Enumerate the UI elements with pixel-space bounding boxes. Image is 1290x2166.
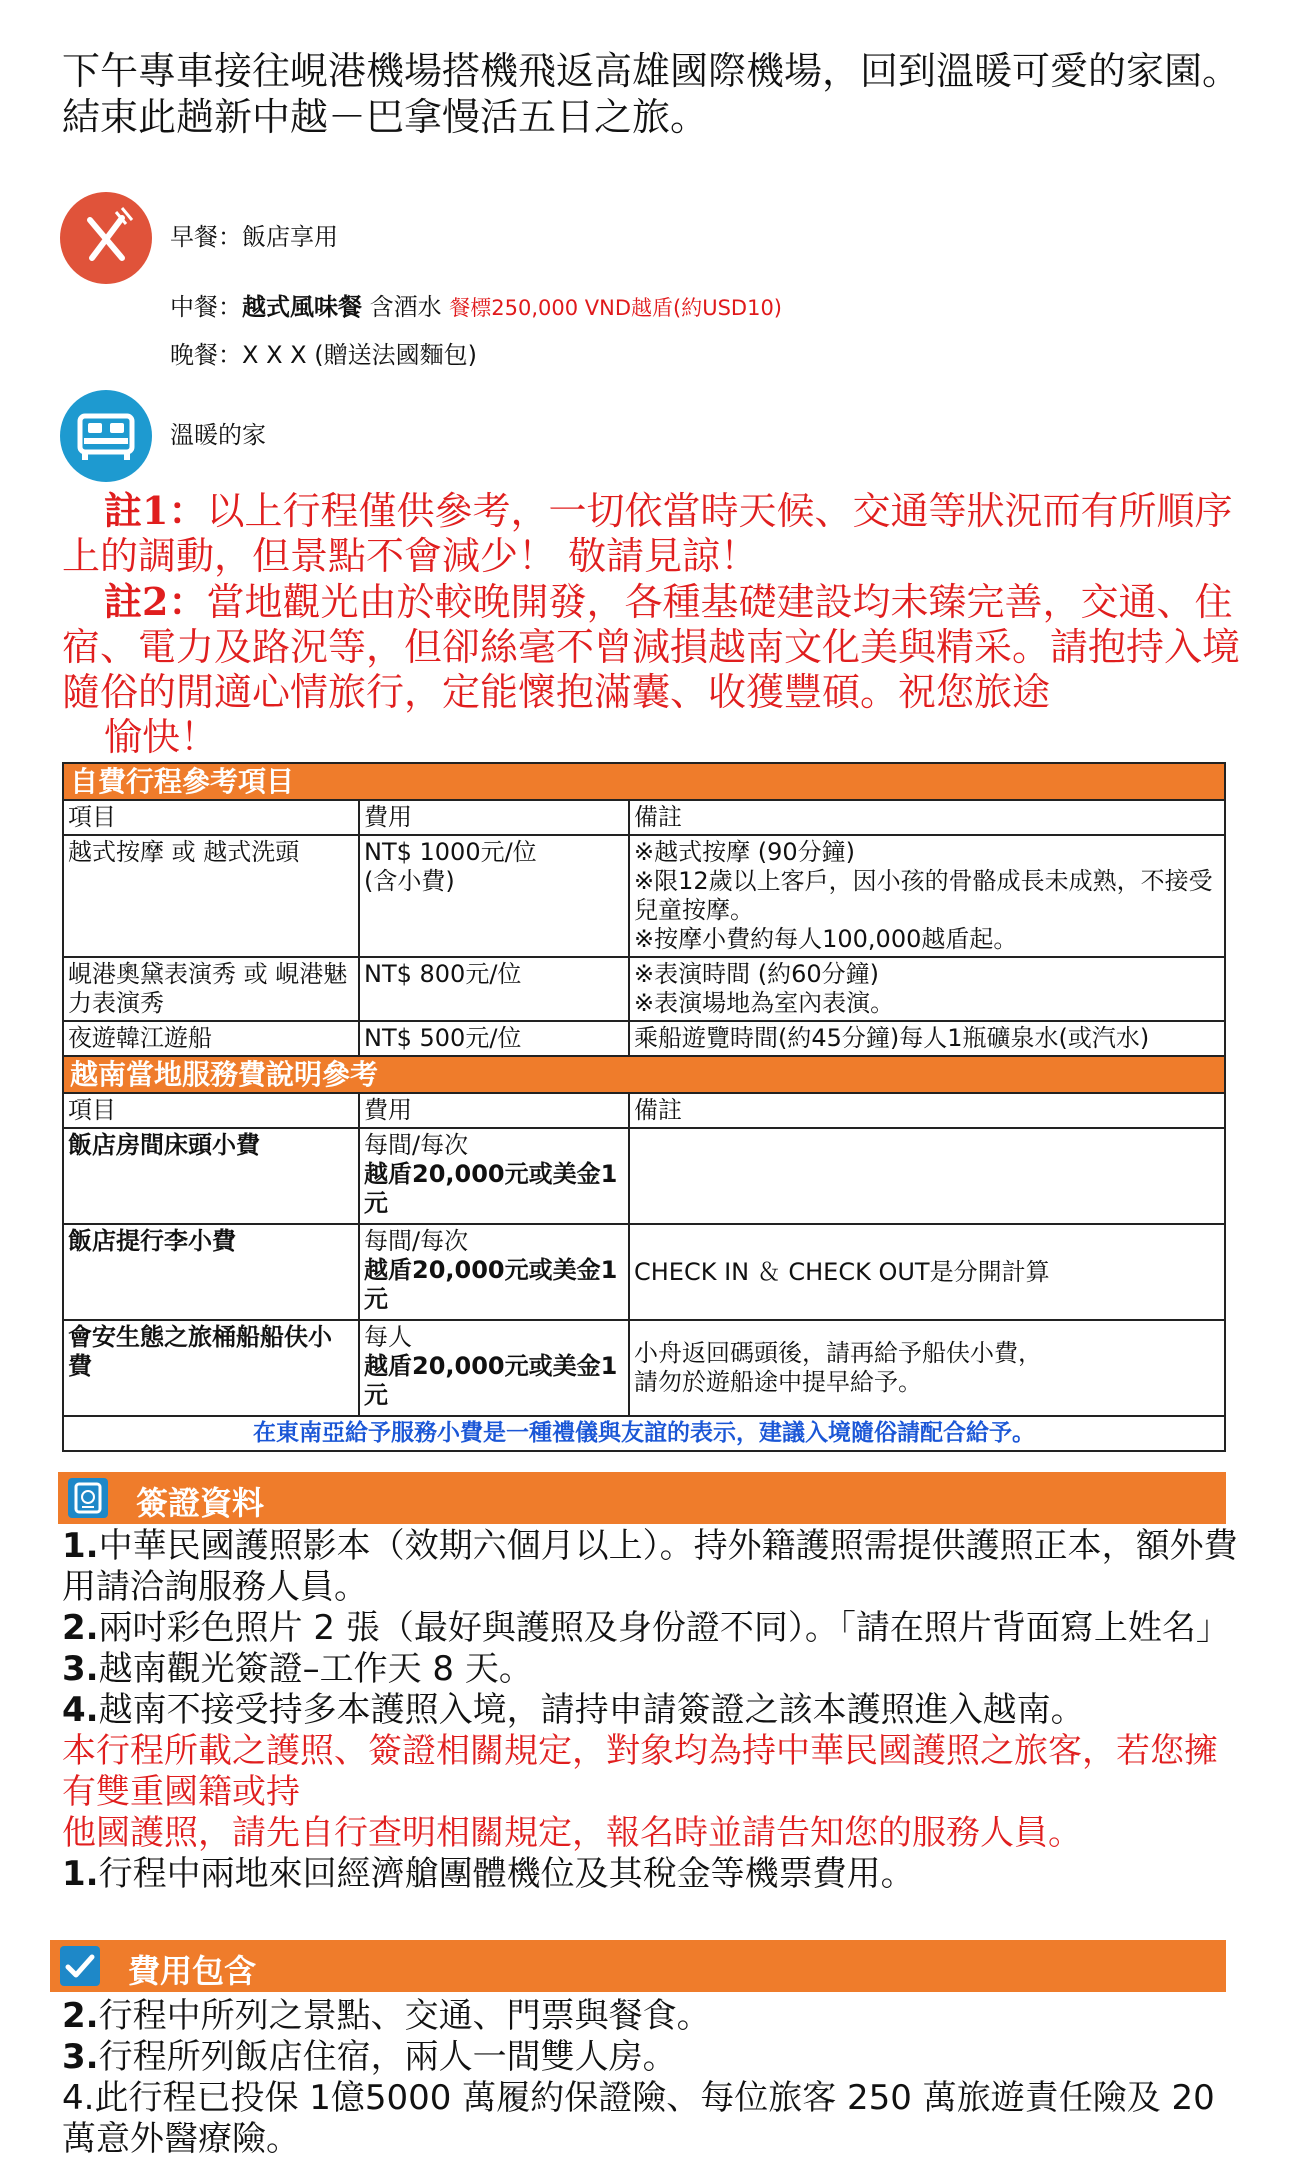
list-item xyxy=(62,1996,1242,2037)
item-number: 4. xyxy=(62,2078,95,2118)
fork-knife-icon xyxy=(60,192,152,284)
table-row xyxy=(63,1021,1225,1056)
row-note xyxy=(629,957,1225,1021)
note-line: 小舟返回碼頭後，請再給予船伕小費， xyxy=(634,1339,1042,1367)
visa-warning-2: 他國護照，請先自行查明相關規定，報名時並請告知您的服務人員。 xyxy=(62,1813,1082,1853)
row-fee: NT$ 500元/位 xyxy=(359,1021,629,1056)
service-table-title: 越南當地服務費說明參考 xyxy=(63,1056,1225,1093)
row-fee xyxy=(359,1224,629,1320)
item-text: 行程中兩地來回經濟艙團體機位及其稅金等機票費用。 xyxy=(98,1854,915,1894)
fee-line: 越盾20,000元或美金1元 xyxy=(364,1160,618,1217)
note-line: ※限12歲以上客戶，因小孩的骨骼成長未成熟，不接受兒童按摩。 xyxy=(634,867,1213,924)
check-icon xyxy=(60,1946,100,1986)
row-item: 飯店房間床頭小費 xyxy=(63,1128,359,1224)
row-item: 峴港奧黛表演秀 或 峴港魅力表演秀 xyxy=(63,957,359,1021)
breakfast-line: 早餐：飯店享用 xyxy=(170,223,338,251)
row-item: 夜遊韓江遊船 xyxy=(63,1021,359,1056)
bed-icon xyxy=(60,390,152,482)
note-line: ※表演場地為室內表演。 xyxy=(634,989,895,1017)
lunch-suffix: 含酒水 xyxy=(362,293,450,321)
header-note: 備註 xyxy=(629,1093,1225,1128)
row-note: CHECK IN ＆ CHECK OUT是分開計算 xyxy=(629,1224,1225,1320)
list-item xyxy=(62,1649,1242,1690)
note1-text: 以上行程僅供參考，一切依當時天候、交通等狀況而有所順序上的調動，但景點不會減少！ 敬請見諒！ xyxy=(62,489,1233,578)
header-fee: 費用 xyxy=(359,800,629,835)
note2-text: 當地觀光由於較晚開發，各種基礎建設均未臻完善，交通、住宿、電力及路況等，但卻絲毫不曾減損越南文化美與精采。請抱持入境隨俗的閒適心情旅行，定能懷抱滿囊、收獲豐碩。祝您旅途 xyxy=(62,580,1241,714)
fee-line: 每間/每次 xyxy=(364,1227,469,1255)
list-item xyxy=(62,1690,1242,1731)
fee-include-list xyxy=(62,1996,1242,2160)
row-item: 飯店提行李小費 xyxy=(63,1224,359,1320)
row-note xyxy=(629,1128,1225,1224)
fee-line: 每間/每次 xyxy=(364,1131,469,1159)
item-number: 3. xyxy=(62,1649,99,1689)
dinner-line: 晚餐：X X X (贈送法國麵包) xyxy=(170,341,477,369)
header-note: 備註 xyxy=(629,800,1225,835)
row-note xyxy=(629,1320,1225,1416)
list-item xyxy=(62,2037,1242,2078)
fee-line: 越盾20,000元或美金1元 xyxy=(364,1256,618,1313)
service-table-footer: 在東南亞給予服務小費是一種禮儀與友誼的表示，建議入境隨俗請配合給予。 xyxy=(63,1416,1225,1451)
passport-icon xyxy=(68,1478,108,1518)
visa-section-title: 簽證資料 xyxy=(136,1484,265,1522)
lunch-price-note: 餐標250,000 VND越盾(約USD10) xyxy=(449,296,783,320)
item-text: 中華民國護照影本（效期六個月以上）。持外籍護照需提供護照正本，額外費用請洽詢服務人員。 xyxy=(62,1526,1238,1607)
item-number: 3. xyxy=(62,2037,99,2077)
fee-include-header xyxy=(50,1940,1226,1992)
row-fee xyxy=(359,1320,629,1416)
header-item: 項目 xyxy=(63,1093,359,1128)
visa-section-header xyxy=(58,1472,1226,1524)
item-text: 行程中所列之景點、交通、門票與餐食。 xyxy=(98,1996,711,2036)
note2-label: 註2： xyxy=(104,579,207,624)
item-number: 2. xyxy=(62,1996,99,2036)
note2-end: 愉快！ xyxy=(104,715,219,759)
header-item: 項目 xyxy=(63,800,359,835)
table-row xyxy=(63,1128,1225,1224)
list-item xyxy=(62,1526,1242,1608)
notes xyxy=(62,488,1242,760)
table-row xyxy=(63,1320,1225,1416)
list-item xyxy=(62,1608,1242,1649)
item-text: 兩吋彩色照片 2 張（最好與護照及身份證不同）。「請在照片背面寫上姓名」 xyxy=(98,1608,1230,1648)
item-number: 1. xyxy=(62,1526,99,1566)
table-row xyxy=(63,835,1225,957)
note1-label: 註1： xyxy=(104,488,207,533)
table-header-row xyxy=(63,1093,1225,1128)
item-text: 越南不接受持多本護照入境，請持申請簽證之該本護照進入越南。 xyxy=(98,1690,1085,1730)
row-item: 會安生態之旅桶船船伕小費 xyxy=(63,1320,359,1416)
item-number: 4. xyxy=(62,1690,99,1730)
lunch-prefix: 中餐： xyxy=(170,293,242,321)
fee-line: 每人 xyxy=(364,1323,412,1351)
header-fee: 費用 xyxy=(359,1093,629,1128)
fee-line: (含小費) xyxy=(364,867,455,895)
row-note: 乘船遊覽時間(約45分鐘)每人1瓶礦泉水(或汽水) xyxy=(629,1021,1225,1056)
row-fee xyxy=(359,1128,629,1224)
row-note xyxy=(629,835,1225,957)
item-text: 越南觀光簽證–工作天 8 天。 xyxy=(98,1649,533,1689)
list-item xyxy=(62,1854,1242,1895)
note-line: ※表演時間 (約60分鐘) xyxy=(634,960,880,988)
fee-line: NT$ 1000元/位 xyxy=(364,838,537,866)
hotel-line: 溫暖的家 xyxy=(170,421,266,449)
note-line: ※按摩小費約每人100,000越盾起。 xyxy=(634,925,1018,953)
fee-include-title: 費用包含 xyxy=(128,1952,257,1990)
table-row xyxy=(63,1224,1225,1320)
note-line: ※越式按摩 (90分鐘) xyxy=(634,838,856,866)
row-fee: NT$ 800元/位 xyxy=(359,957,629,1021)
visa-list xyxy=(62,1526,1242,1895)
intro-text: 下午專車接往峴港機場搭機飛返高雄國際機場，回到溫暖可愛的家園。結束此趟新中越－巴拿慢活五日之旅。 xyxy=(62,49,1241,139)
item-text: 行程所列飯店住宿，兩人一間雙人房。 xyxy=(98,2037,677,2077)
lunch-line xyxy=(170,292,782,323)
table-header-row xyxy=(63,800,1225,835)
optional-table-title: 自費行程參考項目 xyxy=(63,763,1225,800)
optional-tour-table xyxy=(62,762,1226,1452)
item-text: 此行程已投保 1億5000 萬履約保證險、每位旅客 250 萬旅遊責任險及 20 萬意外醫療險。 xyxy=(62,2078,1215,2159)
row-item: 越式按摩 或 越式洗頭 xyxy=(63,835,359,957)
lunch-bold: 越式風味餐 xyxy=(242,293,362,321)
visa-warning-1: 本行程所載之護照、簽證相關規定，對象均為持中華民國護照之旅客，若您擁有雙重國籍或持 xyxy=(62,1731,1218,1812)
table-row xyxy=(63,957,1225,1021)
item-number: 1. xyxy=(62,1854,99,1894)
item-number: 2. xyxy=(62,1608,99,1648)
fee-line: 越盾20,000元或美金1元 xyxy=(364,1352,618,1409)
note-line: 請勿於遊船途中提早給予。 xyxy=(634,1368,922,1396)
row-fee xyxy=(359,835,629,957)
list-item xyxy=(62,2078,1242,2160)
